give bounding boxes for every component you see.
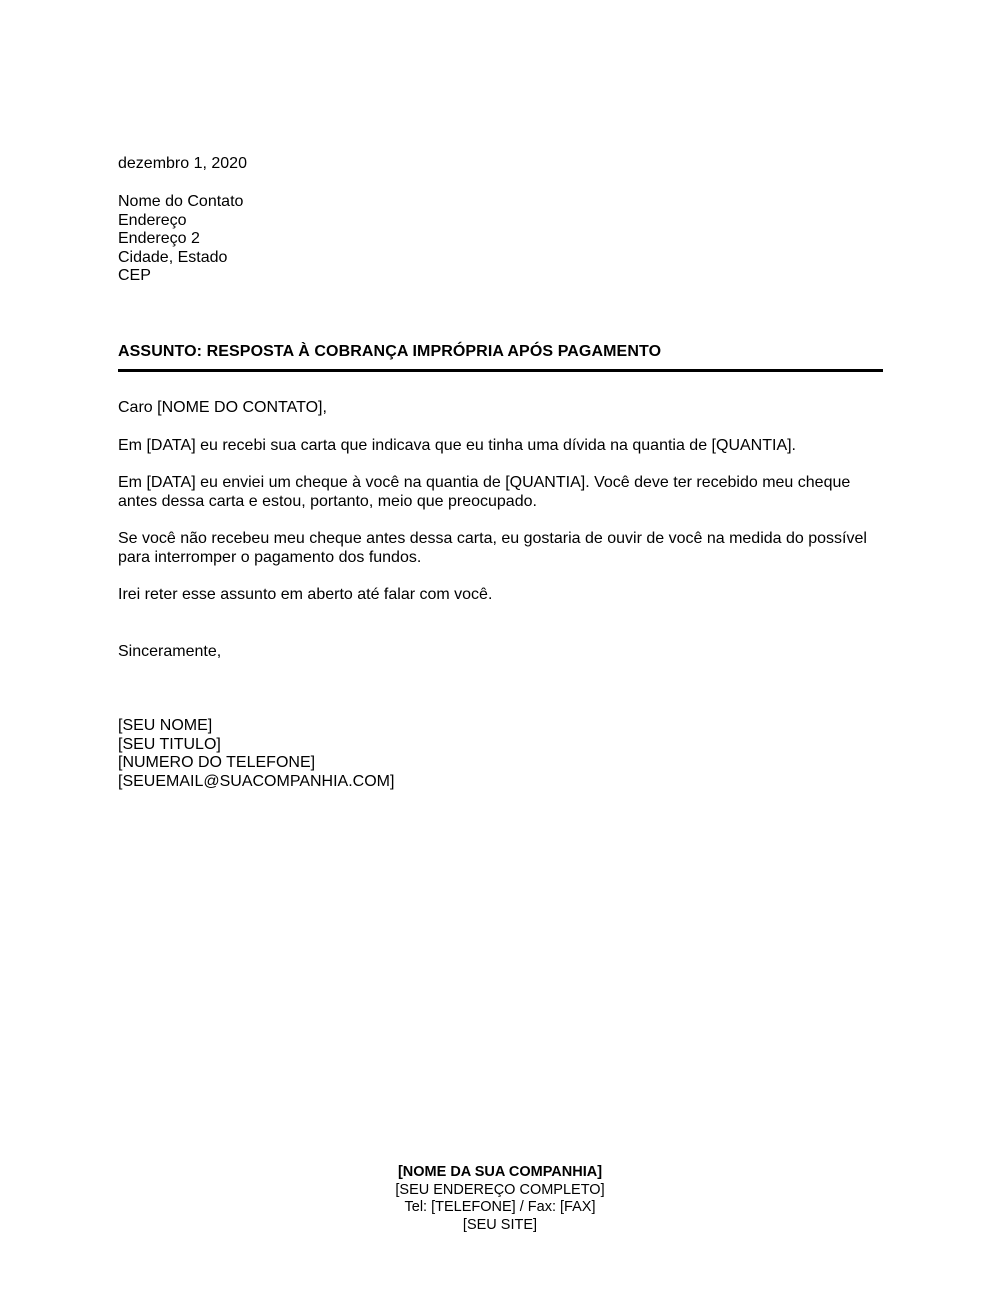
recipient-address-line-1: Endereço bbox=[118, 211, 187, 229]
letter-date: dezembro 1, 2020 bbox=[118, 155, 247, 172]
footer-address: [SEU ENDEREÇO COMPLETO] bbox=[395, 1181, 605, 1198]
recipient-address-line-2: Endereço 2 bbox=[118, 230, 200, 248]
subject-heading: ASSUNTO: RESPOSTA À COBRANÇA IMPRÓPRIA APÓS PAGAMENTO bbox=[118, 343, 662, 360]
signature-name: [SEU NOME] bbox=[118, 717, 213, 734]
recipient-name: Nome do Contato bbox=[118, 193, 244, 210]
body-paragraph: Irei reter esse assunto em aberto até falar com você. bbox=[118, 586, 493, 603]
body-paragraph-2-block bbox=[118, 474, 884, 511]
closing: Sinceramente, bbox=[118, 643, 222, 660]
body-paragraph: Se você não recebeu meu cheque antes dessa carta, eu gostaria de ouvir de você na medida do possível para interromper o pagamento dos fundos. bbox=[118, 530, 867, 566]
body-paragraph: Em [DATA] eu enviei um cheque à você na quantia de [QUANTIA]. Você deve ter recebido meu cheque antes dessa carta e estou, portanto, meio que preocupado. bbox=[118, 474, 851, 510]
footer-site: [SEU SITE] bbox=[462, 1216, 538, 1233]
body-paragraph-3-block bbox=[118, 530, 884, 567]
recipient-address bbox=[118, 193, 884, 286]
footer-contact: Tel: [TELEFONE] / Fax: [FAX] bbox=[404, 1199, 596, 1215]
footer-company-name: [NOME DA SUA COMPANHIA] bbox=[397, 1164, 603, 1180]
letter-date-block bbox=[118, 155, 884, 174]
body-paragraph-1-block bbox=[118, 437, 884, 456]
closing-block bbox=[118, 643, 884, 662]
recipient-city-state: Cidade, Estado bbox=[118, 248, 228, 266]
body-paragraph: Em [DATA] eu recebi sua carta que indicava que eu tinha uma dívida na quantia de [QUANTIA]. bbox=[118, 437, 796, 454]
subject-divider bbox=[118, 369, 883, 372]
subject-block bbox=[118, 343, 884, 362]
body-paragraph-4-block bbox=[118, 586, 884, 605]
signature-phone: [NUMERO DO TELEFONE] bbox=[118, 754, 316, 772]
signature-block bbox=[118, 717, 884, 791]
salutation: Caro [NOME DO CONTATO], bbox=[118, 399, 327, 416]
company-footer bbox=[300, 1164, 700, 1234]
recipient-zip: CEP bbox=[118, 267, 151, 285]
signature-title: [SEU TITULO] bbox=[118, 735, 221, 753]
salutation-block bbox=[118, 399, 884, 418]
signature-email: [SEUEMAIL@SUACOMPANHIA.COM] bbox=[118, 772, 395, 790]
